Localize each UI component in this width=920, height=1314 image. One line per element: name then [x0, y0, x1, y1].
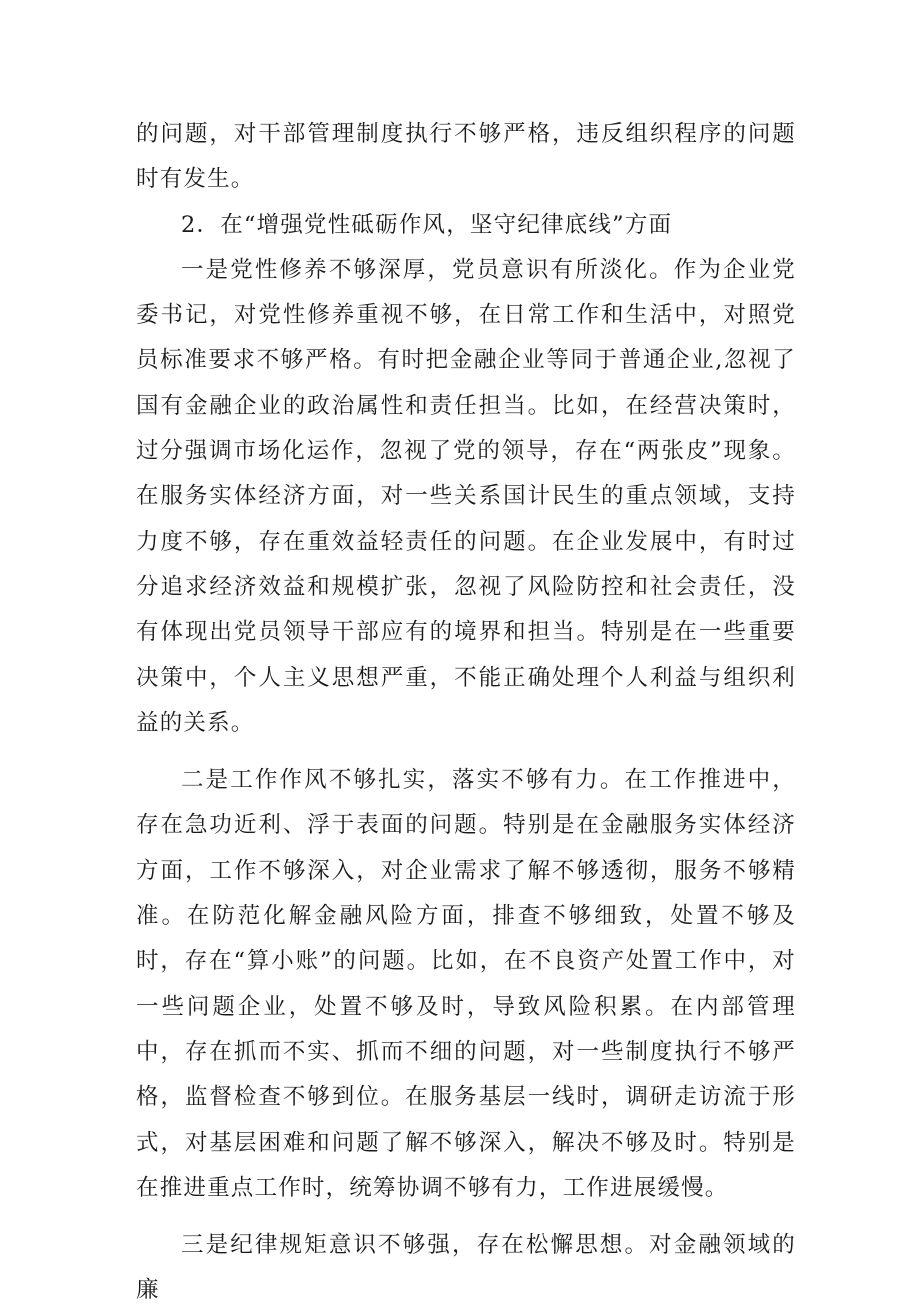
document-body	[136, 112, 796, 1314]
section-heading: 2．在“增强党性砥砺作风，坚守纪律底线”方面	[181, 211, 673, 238]
paragraph-work-style: 二是工作作风不够扎实，落实不够有力。在工作推进中，存在急功近利、浮于表面的问题。特别是在金融服务实体经济方面，工作不够深入，对企业需求了解不够透彻，服务不够精准。在防范化解金融风险方面，排查不够细致，处置不够及时，存在“算小账”的问题。比如，在不良资产处置工作中，对一些问题企业，处置不够及时，导致风险积累。在内部管理中，存在抓而不实、抓而不细的问题，对一些制度执行不够严格，监督检查不够到位。在服务基层一线时，调研走访流于形式，对基层困难和问题了解不够深入，解决不够及时。特别是在推进重点工作时，统筹协调不够有力，工作进展缓慢。	[136, 767, 796, 1201]
paragraph-continuation: 的问题，对干部管理制度执行不够严格，违反组织程序的问题时有发生。	[136, 121, 796, 193]
paragraph-discipline: 三是纪律规矩意识不够强，存在松懈思想。对金融领域的廉	[136, 1232, 796, 1304]
paragraph-party-spirit: 一是党性修养不够深厚，党员意识有所淡化。作为企业党委书记，对党性修养重视不够，在日常工作和生活中，对照党员标准要求不够严格。有时把金融企业等同于普通企业,忽视了国有金融企业的政治属性和责任担当。比如，在经营决策时，过分强调市场化运作，忽视了党的领导，存在“两张皮”现象。在服务实体经济方面，对一些关系国计民生的重点领域，支持力度不够，存在重效益轻责任的问题。在企业发展中，有时过分追求经济效益和规模扩张，忽视了风险防控和社会责任，没有体现出党员领导干部应有的境界和担当。特别是在一些重要决策中，个人主义思想严重，不能正确处理个人利益与组织利益的关系。	[136, 256, 796, 736]
